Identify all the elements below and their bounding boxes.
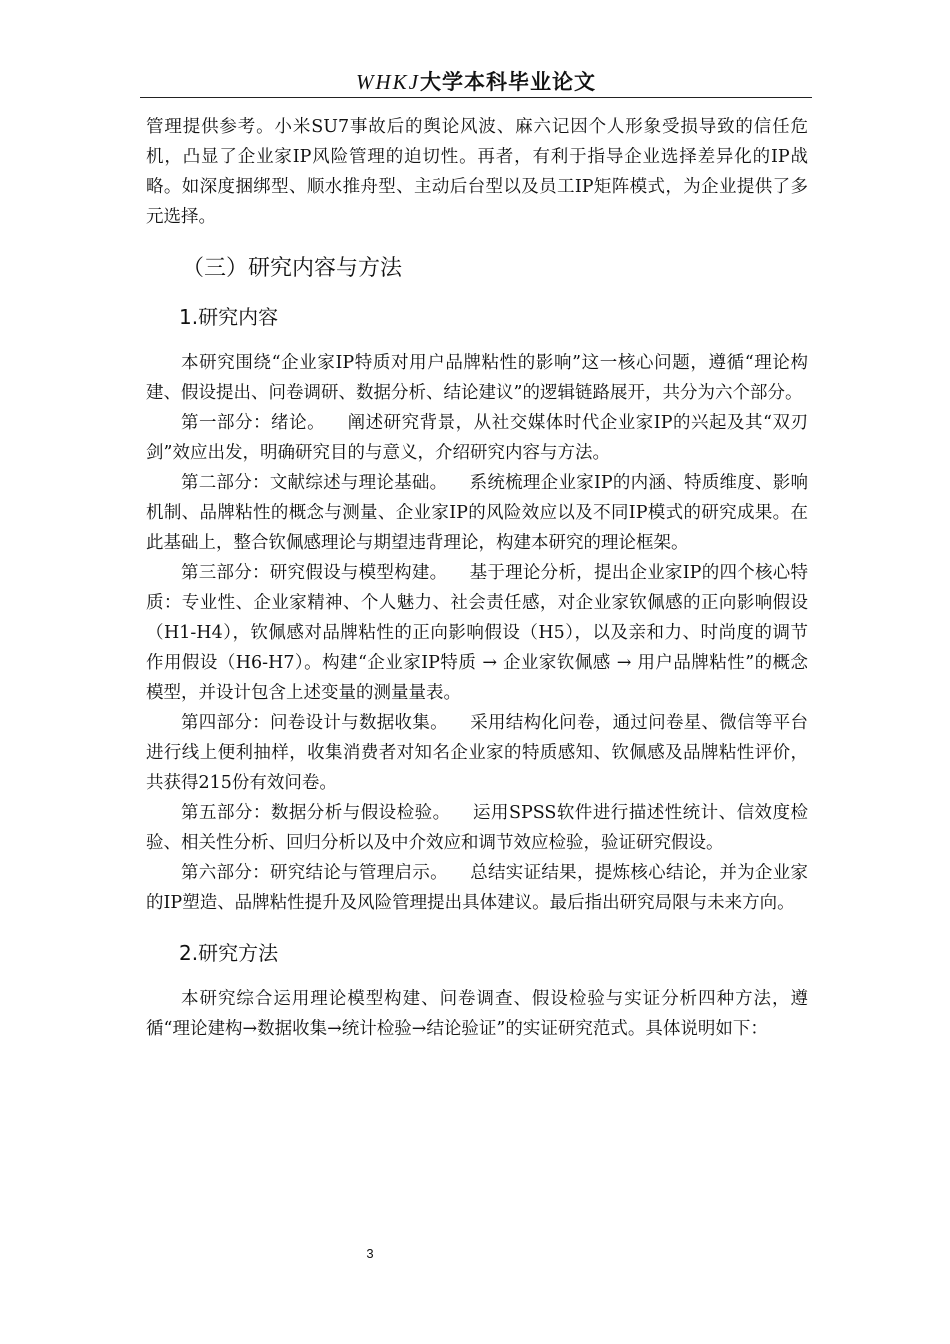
part-title: 第四部分：问卷设计与数据收集。 <box>181 713 448 733</box>
part-paragraph <box>146 708 808 798</box>
part-paragraph <box>146 798 808 858</box>
part-body: 运用SPSS软件进行描述性统计、信效度检验、相关性分析、回归分析以及中介效应和调节效应检验，验证研究假设。 <box>146 803 808 853</box>
body-content <box>146 112 808 1044</box>
part-body: 总结实证结果，提炼核心结论，并为企业家的IP塑造、品牌粘性提升及风险管理提出具体建议。最后指出研究局限与未来方向。 <box>146 863 809 913</box>
header-title-latin: WHKJ <box>356 70 420 94</box>
header-title-cn: 大学本科毕业论文 <box>420 70 596 94</box>
running-header <box>140 66 812 96</box>
part-paragraph <box>146 558 808 708</box>
part-body: 阐述研究背景，从社交媒体时代企业家IP的兴起及其“双刃剑”效应出发，明确研究目的与意义，介绍研究内容与方法。 <box>146 413 809 463</box>
part-title: 第一部分：绪论。 <box>181 413 326 433</box>
part-paragraph <box>146 468 808 558</box>
part-title: 第二部分：文献综述与理论基础。 <box>181 473 448 493</box>
part-paragraph <box>146 858 808 918</box>
subsection-heading-methods: 2.研究方法 <box>179 941 279 965</box>
page-number: 3 <box>366 1246 374 1261</box>
part-body: 基于理论分析，提出企业家IP的四个核心特质：专业性、企业家精神、个人魅力、社会责任感，对企业家钦佩感的正向影响假设（H1-H4），钦佩感对品牌粘性的正向影响假设（H5），以及亲和力、时尚度的调节作用假设（H6-H7）。构建“企业家IP特质 → 企业家钦佩感 → 用户品牌粘性”的概念模型，并设计包含上述变量的测量量表。 <box>146 563 809 703</box>
part-title: 第三部分：研究假设与模型构建。 <box>181 563 448 583</box>
part-body: 系统梳理企业家IP的内涵、特质维度、影响机制、品牌粘性的概念与测量、企业家IP的风险效应以及不同IP模式的研究成果。在此基础上，整合钦佩感理论与期望违背理论，构建本研究的理论框架。 <box>146 473 809 553</box>
research-methods-intro: 本研究综合运用理论模型构建、问卷调查、假设检验与实证分析四种方法，遵循“理论建构→数据收集→统计检验→结论验证”的实证研究范式。具体说明如下： <box>146 989 808 1039</box>
section-heading: （三）研究内容与方法 <box>182 256 403 281</box>
part-paragraph <box>146 408 808 468</box>
research-content-intro: 本研究围绕“企业家IP特质对用户品牌粘性的影响”这一核心问题，遵循“理论构建、假设提出、问卷调研、数据分析、结论建议”的逻辑链路展开，共分为六个部分。 <box>146 353 808 403</box>
subsection-heading-content: 1.研究内容 <box>179 305 279 329</box>
part-title: 第六部分：研究结论与管理启示。 <box>181 863 448 883</box>
part-title: 第五部分：数据分析与假设检验。 <box>181 803 451 823</box>
part-body: 采用结构化问卷，通过问卷星、微信等平台进行线上便利抽样，收集消费者对知名企业家的特质感知、钦佩感及品牌粘性评价，共获得215份有效问卷。 <box>146 713 809 793</box>
header-divider <box>140 97 812 98</box>
intro-paragraph: 管理提供参考。小米SU7事故后的舆论风波、麻六记因个人形象受损导致的信任危机，凸显了企业家IP风险管理的迫切性。再者，有利于指导企业选择差异化的IP战略。如深度捆绑型、顺水推舟型、主动后台型以及员工IP矩阵模式，为企业提供了多元选择。 <box>146 117 808 227</box>
